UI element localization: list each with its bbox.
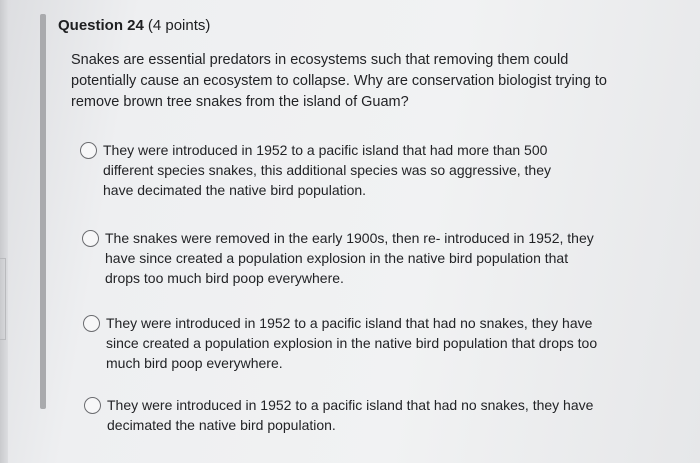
answer-option-1[interactable] <box>80 140 583 200</box>
question-points: (4 points) <box>147 17 211 34</box>
radio-button[interactable] <box>84 397 101 414</box>
question-card <box>46 0 700 463</box>
edge-mark <box>0 258 6 340</box>
left-edge <box>0 0 8 463</box>
question-prompt: Snakes are essential predators in ecosystems such that removing them could potentially cause an ecosystem to collapse. Why are conservation biologist trying to remove brown tree snakes from the island of Guam? <box>71 52 607 110</box>
answer-option-2[interactable] <box>82 228 595 288</box>
answer-option-label: They were introduced in 1952 to a pacific island that had no snakes, they have decimated the native bird population. <box>107 397 594 433</box>
radio-button[interactable] <box>80 142 97 159</box>
radio-button[interactable] <box>83 315 100 332</box>
radio-button[interactable] <box>82 230 99 247</box>
answer-option-4[interactable] <box>84 395 597 435</box>
question-title: Question 24 <box>58 17 144 34</box>
answer-option-3[interactable] <box>83 313 601 373</box>
answer-option-label: They were introduced in 1952 to a pacific island that had more than 500 different species snakes, this additional species was so aggressive, they have decimated the native bird population. <box>103 142 551 198</box>
answer-option-label: They were introduced in 1952 to a pacific island that had no snakes, they have since created a population explosion in the native bird population that drops too much bird poop everywhere. <box>106 315 598 371</box>
question-header <box>58 17 210 34</box>
answer-option-label: The snakes were removed in the early 1900s, then re- introduced in 1952, they have since created a population explosion in the native bird population that drops too much bird poop everywhere. <box>105 230 594 286</box>
